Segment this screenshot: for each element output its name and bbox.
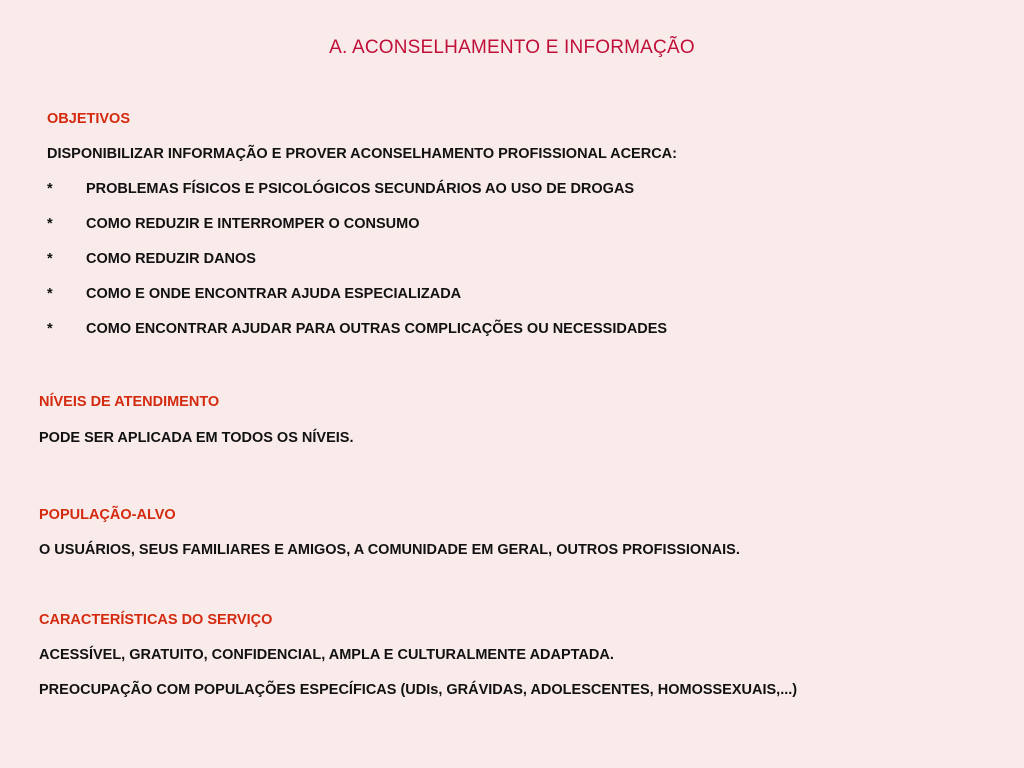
populacao-text: O USUÁRIOS, SEUS FAMILIARES E AMIGOS, A COMUNIDADE EM GERAL, OUTROS PROFISSIONAIS. xyxy=(39,542,740,558)
niveis-text: PODE SER APLICADA EM TODOS OS NÍVEIS. xyxy=(39,430,354,446)
bullet-marker: * xyxy=(47,216,53,232)
bullet-marker: * xyxy=(47,251,53,267)
objetivos-item: COMO ENCONTRAR AJUDAR PARA OUTRAS COMPLICAÇÕES OU NECESSIDADES xyxy=(86,321,668,337)
caracteristicas-line: PREOCUPAÇÃO COM POPULAÇÕES ESPECÍFICAS (UDIs, GRÁVIDAS, ADOLESCENTES, HOMOSSEXUAIS,...) xyxy=(39,682,798,698)
bullet-marker: * xyxy=(47,286,53,302)
objetivos-heading: OBJETIVOS xyxy=(47,111,130,127)
slide-title: A. ACONSELHAMENTO E INFORMAÇÃO xyxy=(329,37,695,58)
niveis-heading: NÍVEIS DE ATENDIMENTO xyxy=(39,394,220,410)
bullet-marker: * xyxy=(47,181,53,197)
caracteristicas-line: ACESSÍVEL, GRATUITO, CONFIDENCIAL, AMPLA E CULTURALMENTE ADAPTADA. xyxy=(39,647,614,663)
objetivos-item: COMO E ONDE ENCONTRAR AJUDA ESPECIALIZADA xyxy=(86,286,462,302)
objetivos-item: COMO REDUZIR DANOS xyxy=(86,251,256,267)
bullet-marker: * xyxy=(47,321,53,337)
objetivos-intro: DISPONIBILIZAR INFORMAÇÃO E PROVER ACONSELHAMENTO PROFISSIONAL ACERCA: xyxy=(47,146,677,162)
objetivos-item: PROBLEMAS FÍSICOS E PSICOLÓGICOS SECUNDÁRIOS AO USO DE DROGAS xyxy=(86,181,635,197)
caracteristicas-heading: CARACTERÍSTICAS DO SERVIÇO xyxy=(39,612,273,628)
objetivos-item: COMO REDUZIR E INTERROMPER O CONSUMO xyxy=(86,216,420,232)
populacao-heading: POPULAÇÃO-ALVO xyxy=(39,507,176,523)
